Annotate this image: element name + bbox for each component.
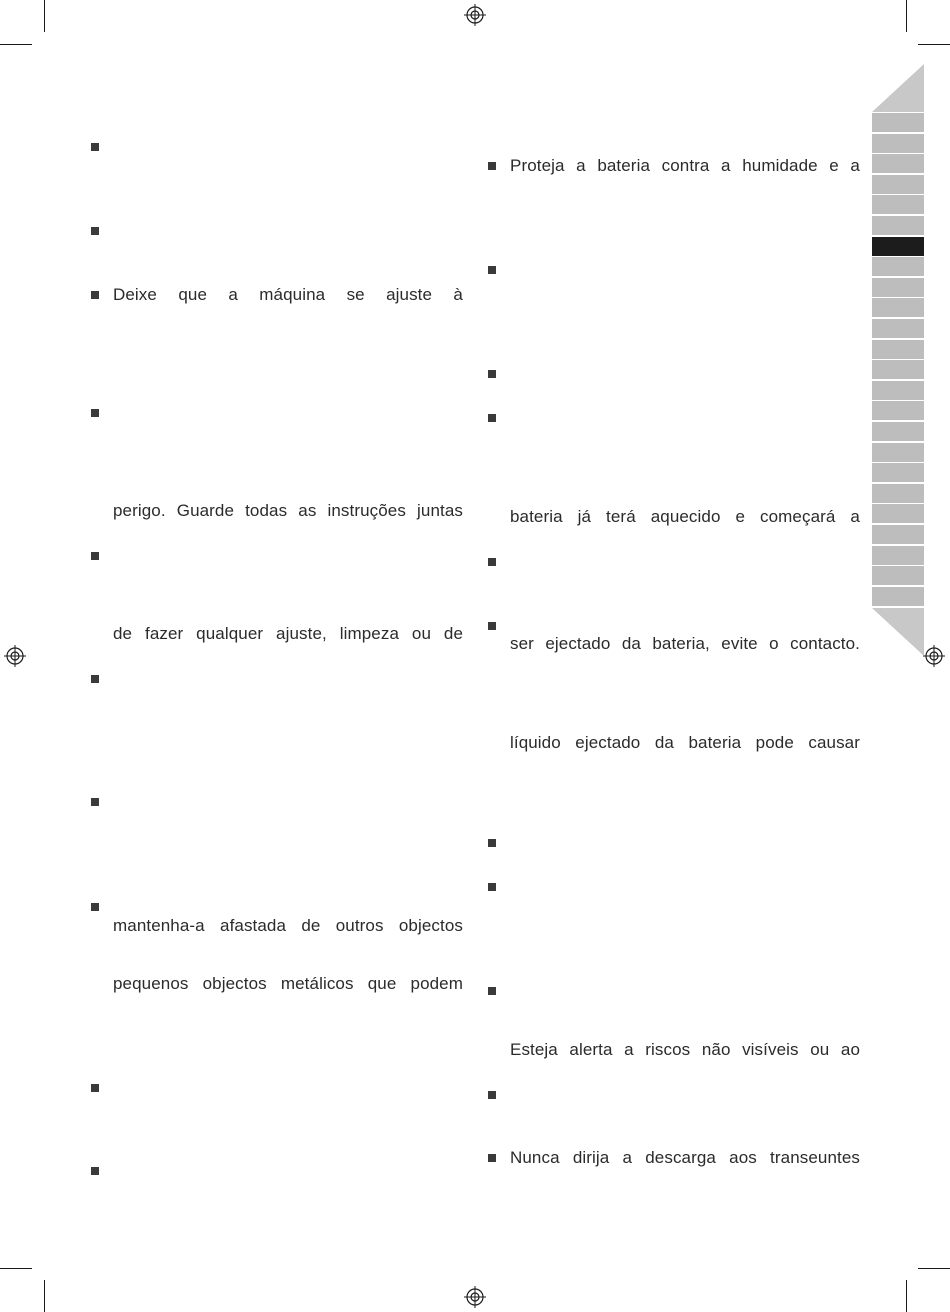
- side-tab: [872, 216, 924, 235]
- crop-mark-bottom-right-h: [918, 1268, 950, 1269]
- registration-mark-left: [4, 645, 26, 667]
- bullet-icon: [91, 291, 99, 299]
- bullet-icon: [91, 675, 99, 683]
- registration-mark-top: [464, 4, 486, 26]
- registration-mark-right: [923, 645, 945, 667]
- crop-mark-bottom-left-h: [0, 1268, 32, 1269]
- bullet-icon: [488, 622, 496, 630]
- left-text-line: Deixe que a máquina se ajuste à: [113, 285, 463, 304]
- side-tab: [872, 546, 924, 565]
- side-tab: [872, 154, 924, 173]
- bullet-icon: [91, 1167, 99, 1175]
- bullet-icon: [91, 552, 99, 560]
- left-text-line: pequenos objectos metálicos que podem: [113, 974, 463, 993]
- side-tab: [872, 484, 924, 503]
- side-tab: [872, 134, 924, 153]
- right-text-line: Proteja a bateria contra a humidade e a: [510, 156, 860, 175]
- right-text-line: líquido ejectado da bateria pode causar: [510, 733, 860, 752]
- bullet-icon: [91, 1084, 99, 1092]
- bullet-icon: [91, 798, 99, 806]
- side-tab: [872, 525, 924, 544]
- bullet-icon: [488, 1154, 496, 1162]
- side-tab: [872, 401, 924, 420]
- crop-mark-bottom-right: [906, 1280, 907, 1312]
- side-tab: [872, 257, 924, 276]
- bullet-icon: [488, 414, 496, 422]
- bullet-icon: [488, 370, 496, 378]
- side-tab-active: [872, 237, 924, 256]
- side-tab: [872, 463, 924, 482]
- side-tab: [872, 175, 924, 194]
- side-tab: [872, 340, 924, 359]
- bullet-icon: [91, 227, 99, 235]
- crop-mark-top-left-h: [0, 44, 32, 45]
- bullet-icon: [488, 558, 496, 566]
- bullet-icon: [91, 903, 99, 911]
- bullet-icon: [488, 1091, 496, 1099]
- bullet-icon: [91, 409, 99, 417]
- side-tab: [872, 195, 924, 214]
- side-tab: [872, 319, 924, 338]
- left-text-line: perigo. Guarde todas as instruções juntas: [113, 501, 463, 520]
- bullet-icon: [488, 883, 496, 891]
- left-text-line: mantenha-a afastada de outros objectos: [113, 916, 463, 935]
- bullet-icon: [488, 162, 496, 170]
- side-language-tabs: [872, 113, 924, 607]
- bullet-icon: [488, 987, 496, 995]
- registration-mark-bottom: [464, 1286, 486, 1308]
- left-text-line: de fazer qualquer ajuste, limpeza ou de: [113, 624, 463, 643]
- side-tab: [872, 278, 924, 297]
- side-tab: [872, 422, 924, 441]
- side-tab: [872, 360, 924, 379]
- side-tab: [872, 113, 924, 132]
- right-text-line: ser ejectado da bateria, evite o contacto.: [510, 634, 860, 653]
- side-tab: [872, 566, 924, 585]
- bullet-icon: [488, 266, 496, 274]
- side-tab: [872, 587, 924, 606]
- bullet-icon: [91, 143, 99, 151]
- side-tab: [872, 443, 924, 462]
- right-text-line: Esteja alerta a riscos não visíveis ou ao: [510, 1040, 860, 1059]
- side-tab: [872, 504, 924, 523]
- right-text-line: Nunca dirija a descarga aos transeuntes: [510, 1148, 860, 1167]
- crop-mark-top-right: [906, 0, 907, 32]
- right-text-line: bateria já terá aquecido e começará a: [510, 507, 860, 526]
- side-tab-bottom-corner: [872, 608, 924, 656]
- crop-mark-top-left: [44, 0, 45, 32]
- side-tab-top-corner: [872, 64, 924, 112]
- crop-mark-top-right-h: [918, 44, 950, 45]
- crop-mark-bottom-left: [44, 1280, 45, 1312]
- side-tab: [872, 298, 924, 317]
- bullet-icon: [488, 839, 496, 847]
- side-tab: [872, 381, 924, 400]
